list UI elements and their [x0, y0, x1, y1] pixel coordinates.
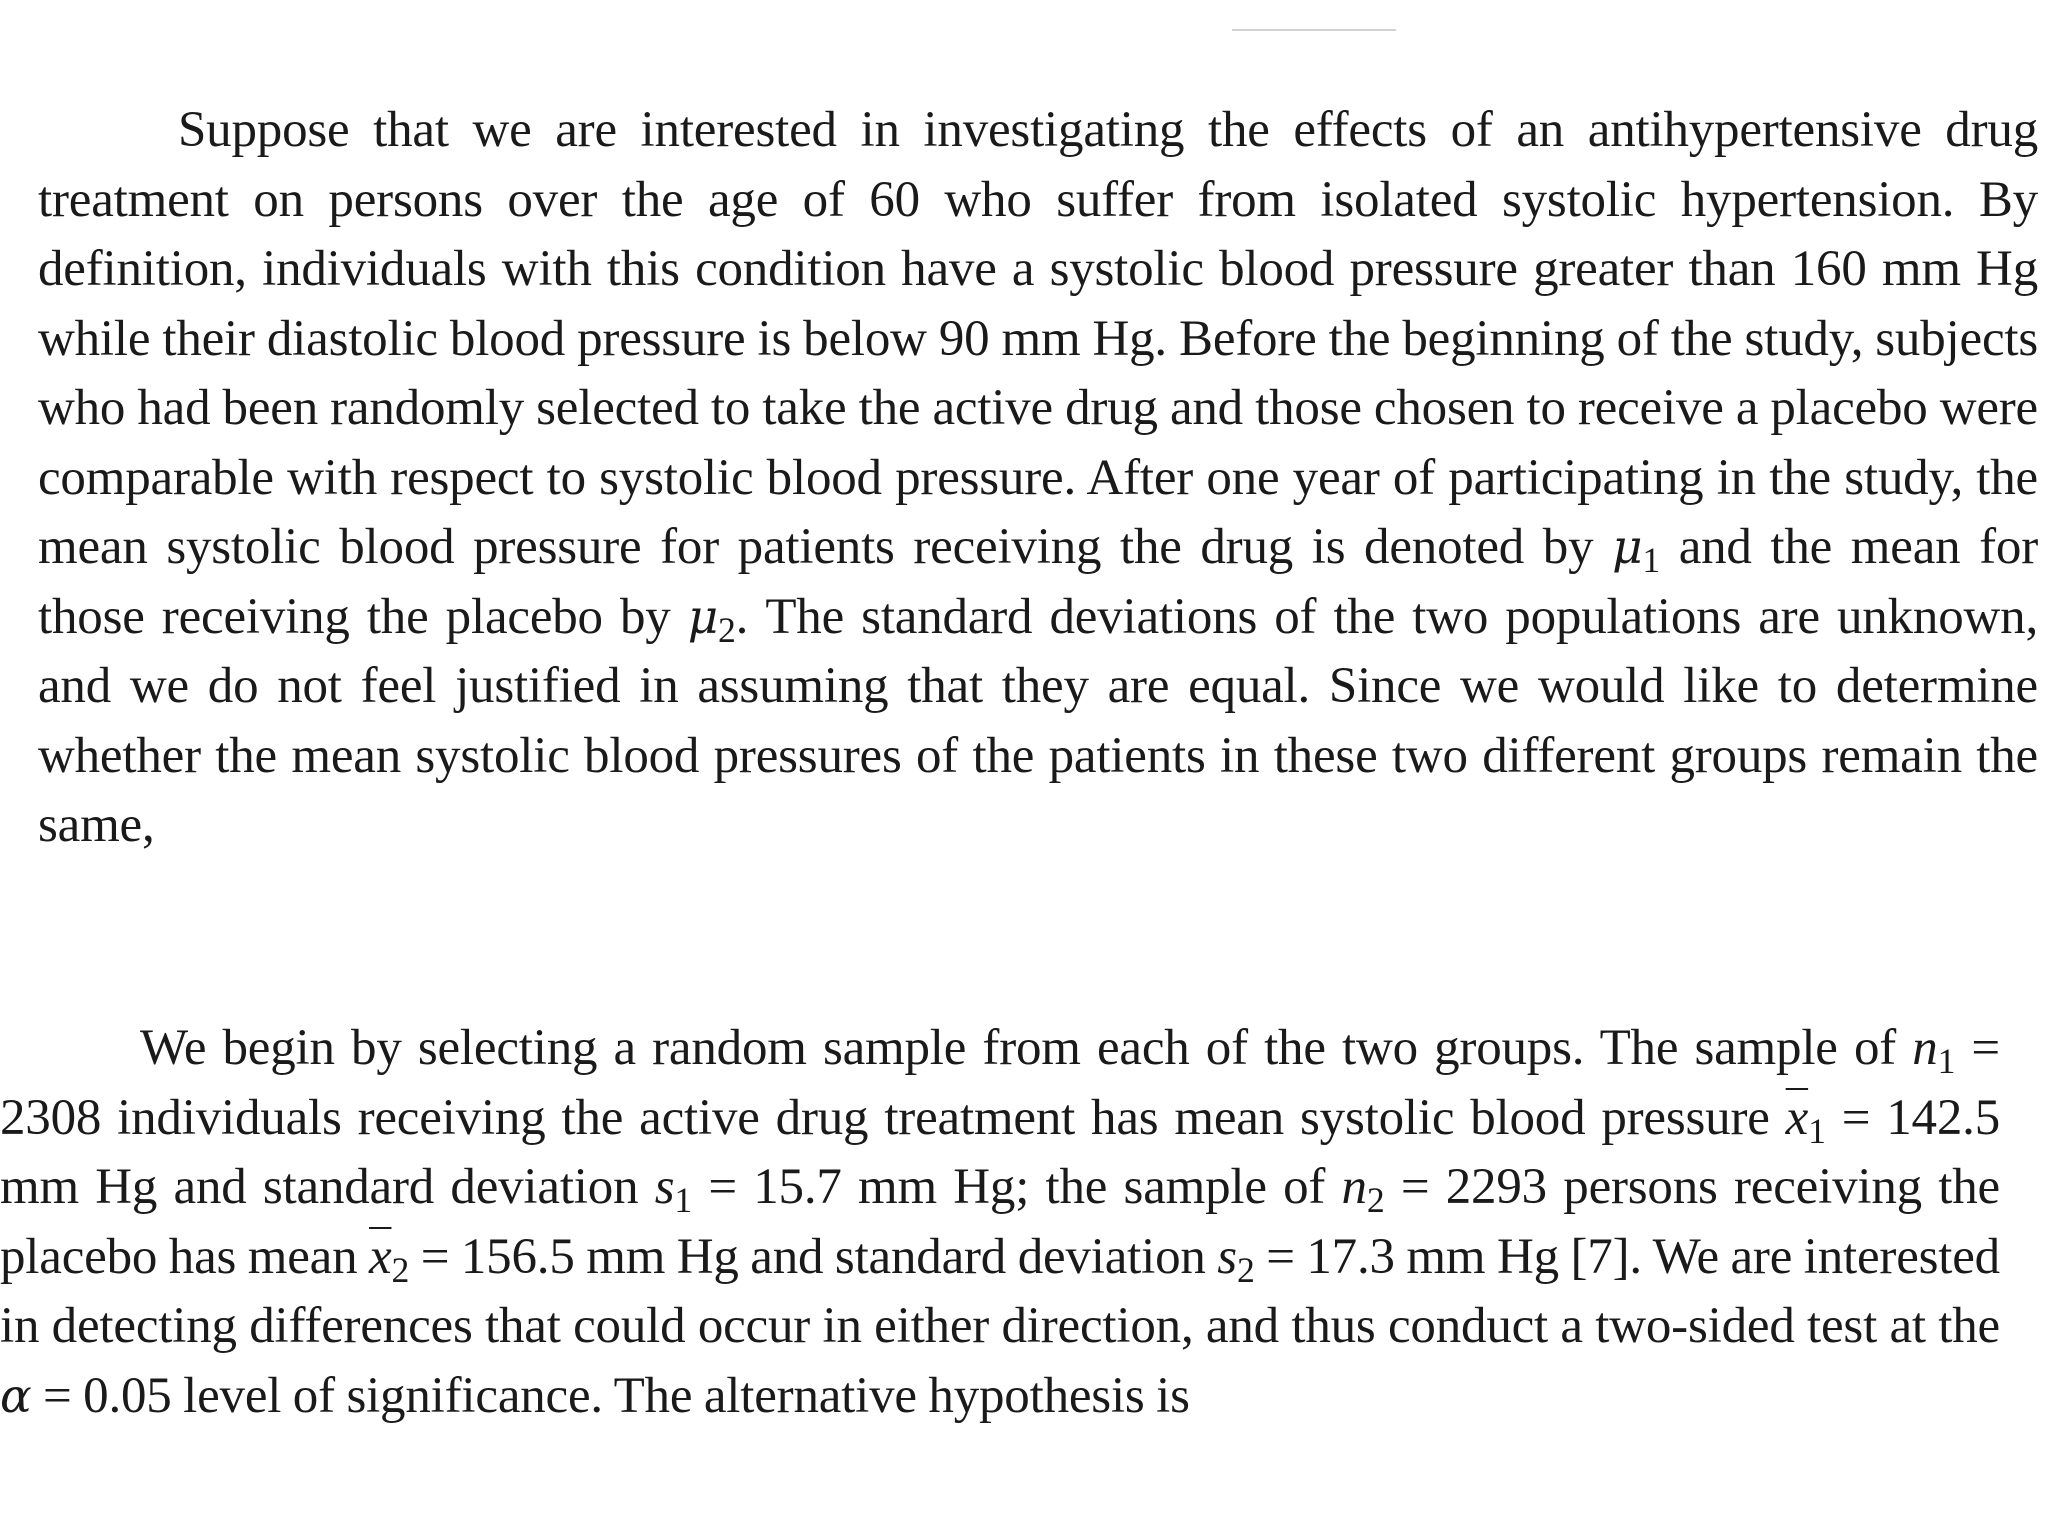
math-x-bar: $\overline{x}$ — [369, 1228, 392, 1285]
text-segment: = 17.3 mm Hg [7]. We are interested in detecting differences that could occur in either direction, and thus conduct a two-sided test at the — [0, 1228, 2000, 1354]
text-segment: = 2308 individuals receiving the active drug treatment has mean systolic blood pressure — [0, 1020, 2000, 1146]
header-rule — [1232, 29, 1396, 31]
text-segment: We begin by selecting a random sample from each of the two groups. The sample of — [140, 1020, 1913, 1076]
math-subscript: 1 — [1642, 539, 1661, 580]
math-subscript: 2 — [718, 609, 736, 650]
math-mu: μ — [1612, 520, 1643, 575]
text-segment: = 156.5 mm Hg and standard deviation — [409, 1228, 1218, 1285]
text-segment: Suppose that we are interested in investigating the effects of an antihypertensive drug treatment on persons over the age of 60 who suffer from isolated systolic hypertension. By definition, individuals with this condition have a systolic blood pressure greater than 160 mm Hg while their diastolic blood pressure is below 90 mm Hg. Before the beginning of the study, subjects who had been randomly selected to take the active drug and those chosen to receive a placebo were comparable with respect to systolic blood pressure. After one year of participating in the study, the mean systolic blood pressure for patients receiving the drug is denoted by — [38, 102, 2038, 575]
math-x-bar: $\overline{x}$ — [1785, 1089, 1809, 1146]
math-subscript: 2 — [1366, 1179, 1385, 1220]
math-subscript: 1 — [1937, 1040, 1956, 1081]
paragraph-2 — [0, 1014, 2000, 1431]
text-segment: = 142.5 mm Hg and standard deviation — [0, 1089, 2000, 1215]
text-segment: = 15.7 mm Hg; the sample of — [692, 1159, 1342, 1215]
paragraph-1 — [38, 96, 2038, 861]
math-subscript: 2 — [1236, 1249, 1255, 1290]
text-segment: = 0.05 level of significance. The alternative hypothesis is — [31, 1367, 1190, 1424]
math-subscript: 1 — [1808, 1110, 1826, 1151]
math-n: n — [1341, 1159, 1367, 1215]
text-segment: . The standard deviations of the two populations are unknown, and we do not feel justified in assuming that they are equal. Since we would like to determine whether the mean systolic blood pressures of the patients in these two different groups remain the same, — [38, 588, 2038, 853]
math-subscript: 1 — [674, 1179, 693, 1220]
math-mu: μ — [687, 589, 719, 645]
math-s: s — [1217, 1228, 1237, 1285]
math-s: s — [654, 1159, 675, 1215]
math-alpha: α — [0, 1368, 32, 1424]
text-segment: = 2293 persons receiving the placebo has mean — [0, 1159, 2000, 1285]
math-subscript: 2 — [391, 1249, 410, 1290]
text-segment: and the mean for those receiving the placebo by — [38, 519, 2038, 645]
math-n: n — [1912, 1020, 1938, 1076]
